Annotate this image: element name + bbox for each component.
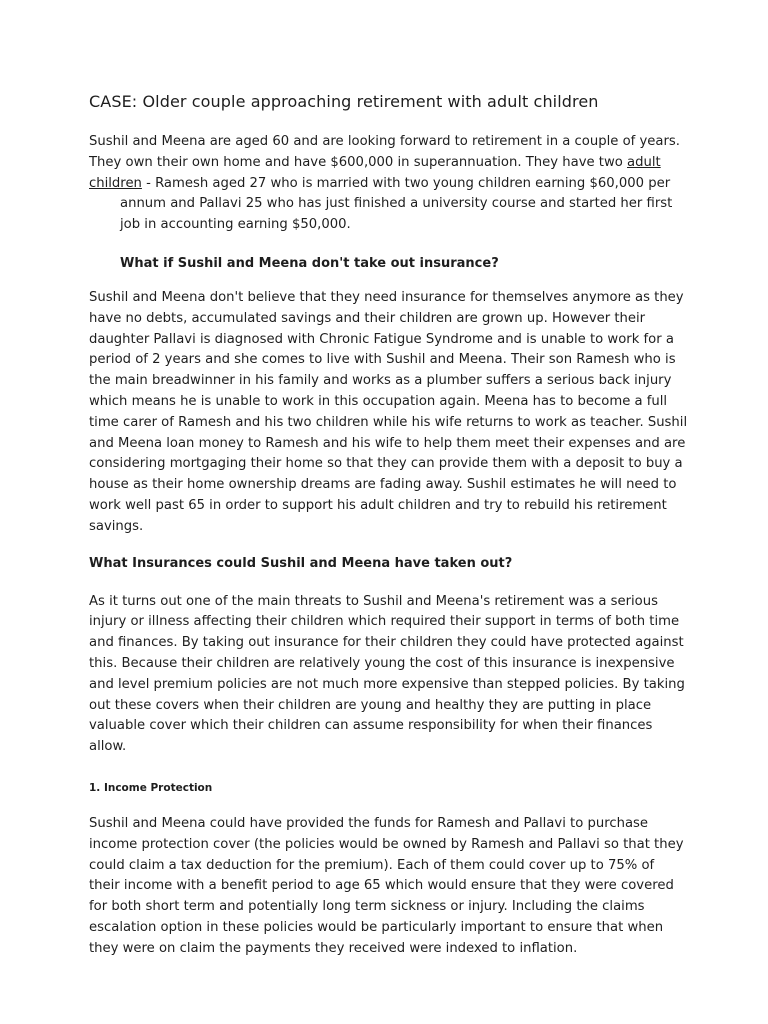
- document-title: CASE: Older couple approaching retirement with adult children: [89, 92, 599, 111]
- intro-text-part1: Sushil and Meena are aged 60 and are looking forward to retirement in a couple of years. They own their own home and have $600,000 in superannuation. They have two: [89, 134, 680, 170]
- adult-children-link[interactable]: adult children: [89, 154, 661, 191]
- section-body-no-insurance: Sushil and Meena don't believe that they need insurance for themselves anymore as they have no debts, accumulated savings and their children are grown up. However their daughter Pallavi is diagnosed with Chronic Fatigue Syndrome and is unable to work for a period of 2 years and she comes to live with Sushil and Meena. Their son Ramesh who is the main breadwinner in his family and works as a plumber suffers a serious back injury which means he is unable to work in this occupation again. Meena has to become a full time carer of Ramesh and his two children while his wife returns to work as teacher. Sushil and Meena loan money to Ramesh and his wife to help them meet their expenses and are considering mortgaging their home so that they can provide them with a deposit to buy a house as their home ownership dreams are fading away. Sushil estimates he will need to work well past 65 in order to support his adult children and try to rebuild his retirement savings.: [89, 289, 688, 534]
- section-heading-income-protection: 1. Income Protection: [89, 781, 213, 794]
- intro-text-part2: - Ramesh aged 27 who is married with two young children earning $60,000 per: [141, 175, 671, 191]
- document-page: [89, 92, 689, 960]
- intro-continuation: annum and Pallavi 25 who has just finished a university course and started her first job in accounting earning $50,000.: [120, 196, 673, 233]
- section-body-income-protection: Sushil and Meena could have provided the funds for Ramesh and Pallavi to purchase income protection cover (the policies would be owned by Ramesh and Pallavi so that they could claim a tax deduction for the premium). Each of them could cover up to 75% of their income with a benefit period to age 65 which would ensure that they were covered for both short term and potentially long term sickness or injury. Including the claims escalation option in these policies would be particularly important to ensure that when they were on claim the payments they received were indexed to inflation.: [89, 815, 684, 956]
- section-heading-insurances: What Insurances could Sushil and Meena have taken out?: [89, 555, 513, 571]
- section-body-insurances: As it turns out one of the main threats to Sushil and Meena's retirement was a serious injury or illness affecting their children which required their support in terms of both time and finances. By taking out insurance for their children they could have protected against this. Because their children are relatively young the cost of this insurance is inexpensive and level premium policies are not much more expensive than stepped policies. By taking out these covers when their children are young and healthy they are putting in place valuable cover which their children can assume responsibility for when their finances allow.: [89, 593, 685, 755]
- section-heading-no-insurance: What if Sushil and Meena don't take out insurance?: [120, 255, 499, 271]
- intro-paragraph: [89, 132, 689, 194]
